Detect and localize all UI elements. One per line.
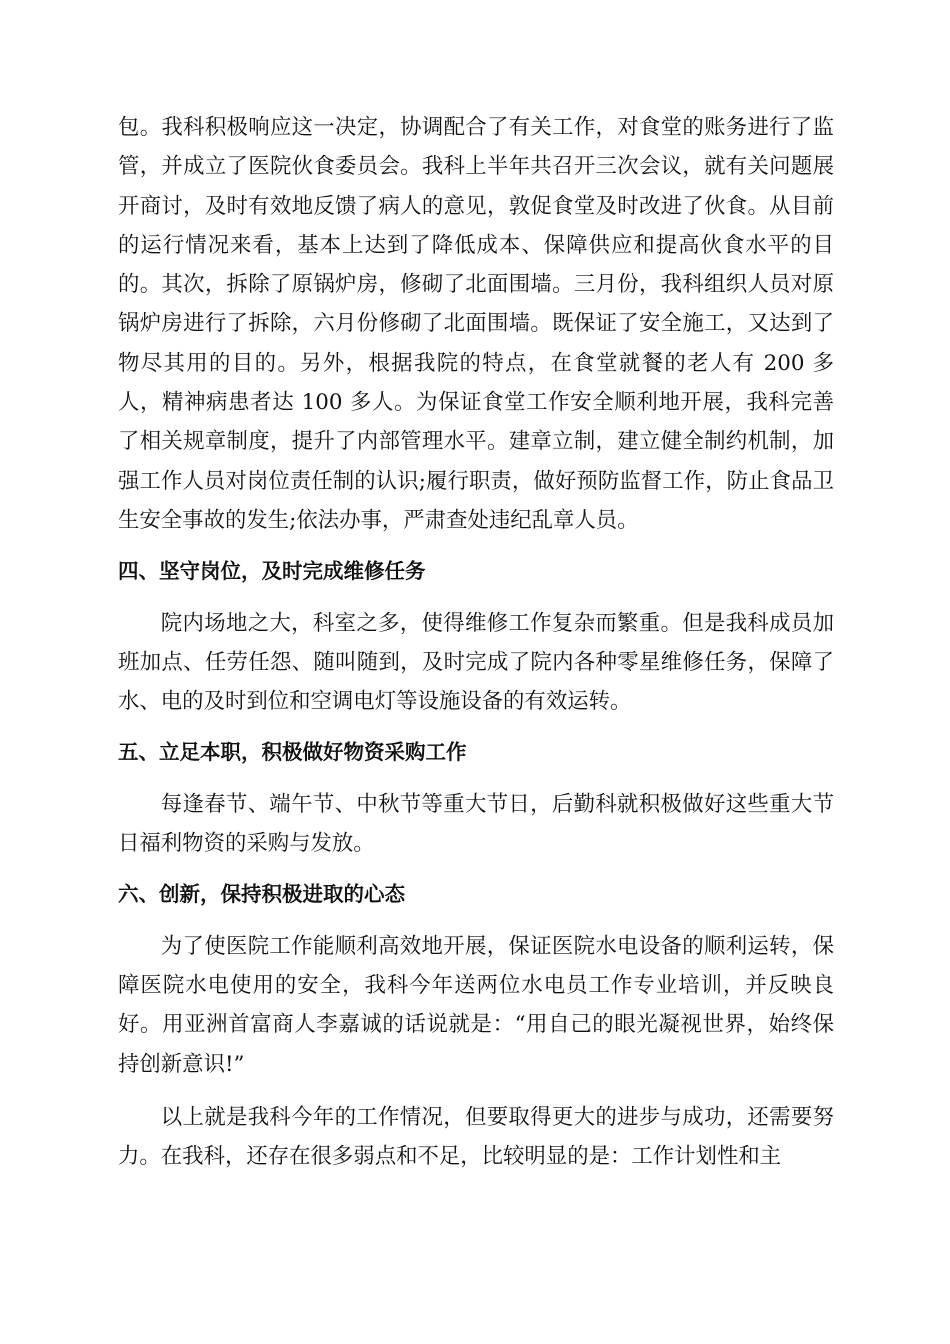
paragraph-section-6: 为了使医院工作能顺利高效地开展，保证医院水电设备的顺利运转，保障医院水电使用的安全，我科今年送两位水电员工作专业培训，并反映良好。用亚洲首富商人李嘉诚的话说就是：“用自己的眼光凝视世界，始终保持创新意识!” [118,933,834,1077]
document-page [118,108,834,1176]
section-heading-4: 四、坚守岗位，及时完成维修任务 [118,559,426,584]
paragraph-section-5: 每逢春节、端午节、中秋节等重大节日，后勤科就积极做好这些重大节日福利物资的采购与发放。 [118,791,834,857]
section-heading-5: 五、立足本职，积极做好物资采购工作 [118,740,467,765]
paragraph-continuation: 包。我科积极响应这一决定，协调配合了有关工作，对食堂的账务进行了监管，并成立了医院伙食委员会。我科上半年共召开三次会议，就有关问题展开商讨，及时有效地反馈了病人的意见，敦促食堂及时改进了伙食。从目前的运行情况来看，基本上达到了降低成本、保障供应和提高伙食水平的目的。其次，拆除了原锅炉房，修砌了北面围墙。三月份，我科组织人员对原锅炉房进行了拆除，六月份修砌了北面围墙。既保证了安全施工，又达到了物尽其用的目的。另外，根据我院的特点，在食堂就餐的老人有 200 多人，精神病患者达 100 多人。为保证食堂工作安全顺利地开展，我科完善了相关规章制度，提升了内部管理水平。建章立制，建立健全制约机制，加强工作人员对岗位责任制的认识;履行职责，做好预防监督工作，防止食品卫生安全事故的发生;依法办事，严肃查处违纪乱章人员。 [118,115,834,533]
paragraph-section-4: 院内场地之大，科室之多，使得维修工作复杂而繁重。但是我科成员加班加点、任劳任怨、随叫随到，及时完成了院内各种零星维修任务，保障了水、电的及时到位和空调电灯等设施设备的有效运转。 [118,610,834,715]
paragraph-conclusion: 以上就是我科今年的工作情况，但要取得更大的进步与成功，还需要努力。在我科，还存在很多弱点和不足，比较明显的是：工作计划性和主 [118,1104,834,1170]
section-heading-6: 六、创新，保持积极进取的心态 [118,882,405,907]
